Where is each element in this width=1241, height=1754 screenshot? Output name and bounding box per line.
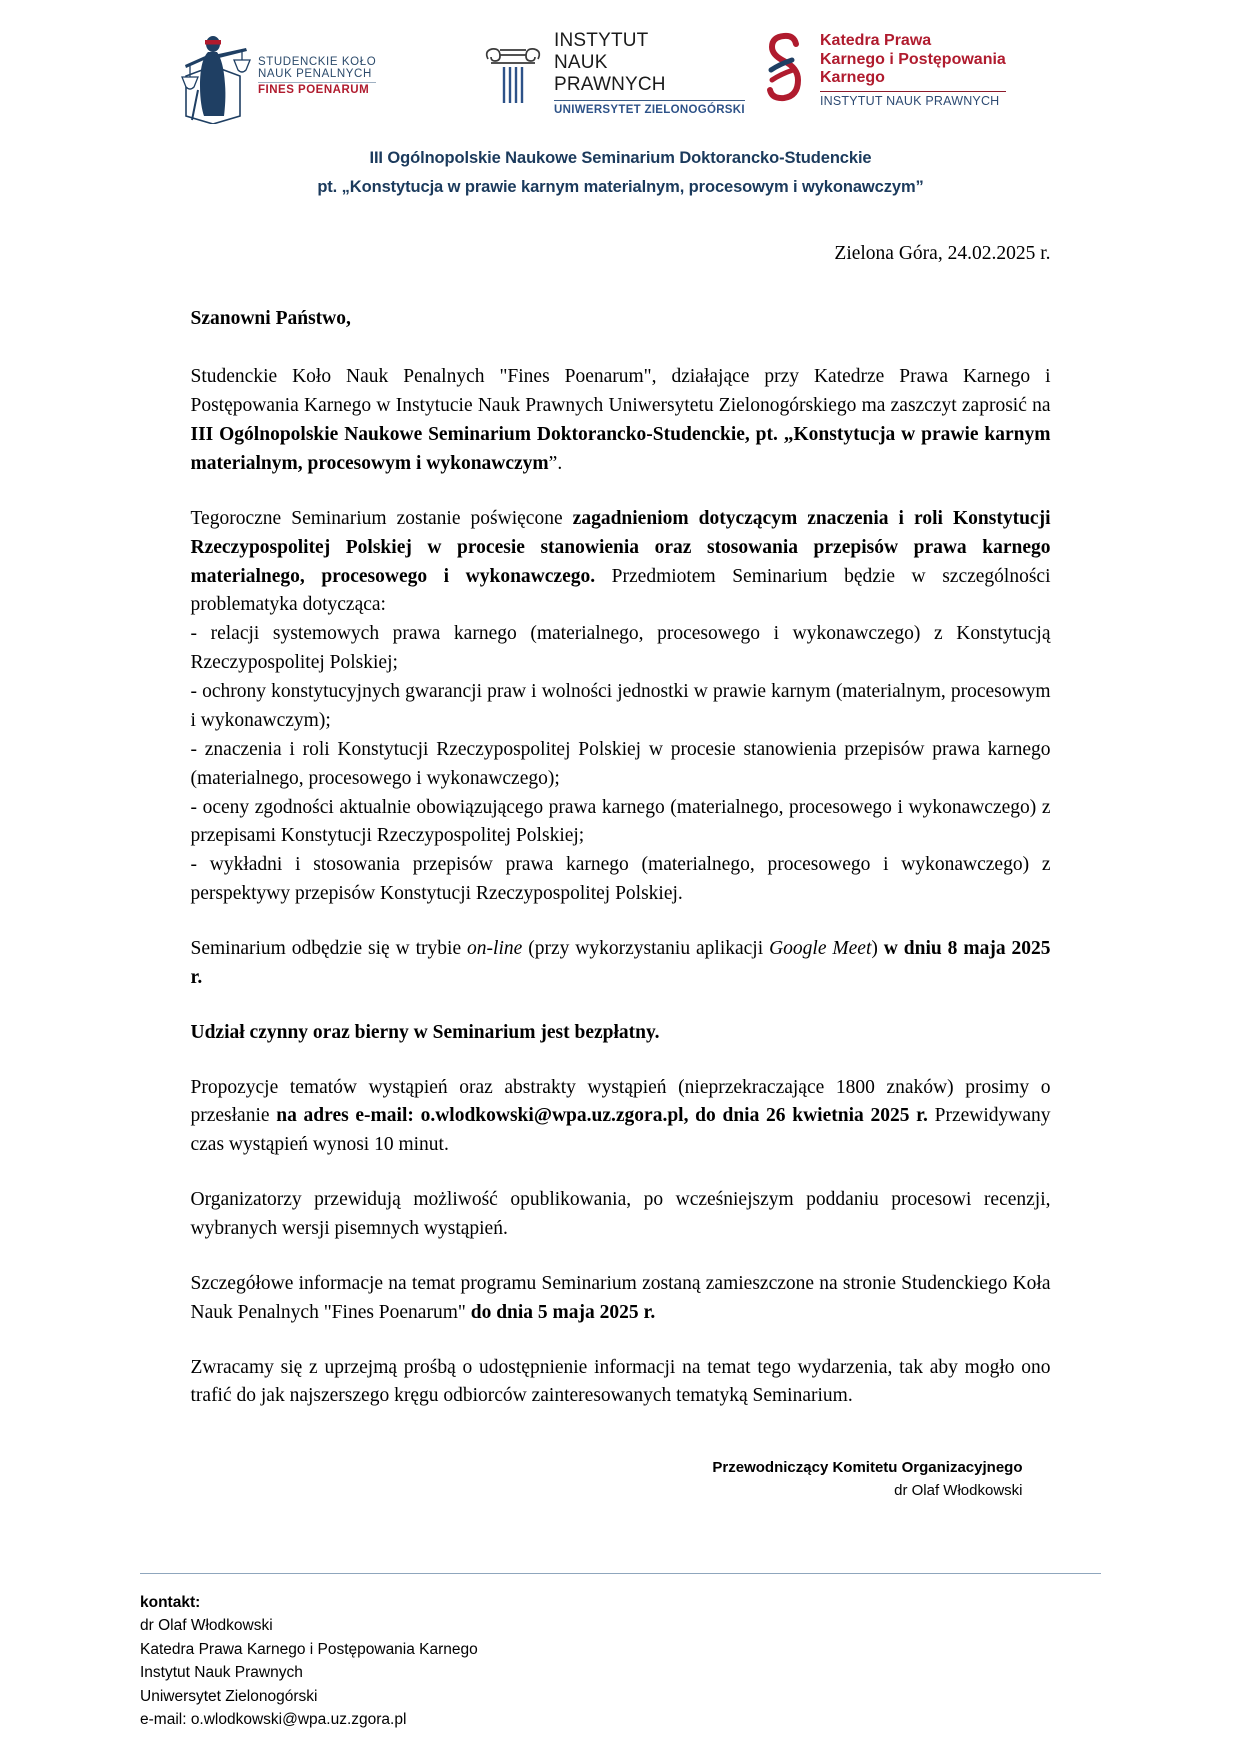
ionic-column-icon — [482, 41, 544, 105]
signature-name: dr Olaf Włodkowski — [894, 1481, 1023, 1499]
p1-text-a: Studenckie Koło Nauk Penalnych "Fines Poenarum", działające przy Katedrze Prawa Karnego i Postępowania Karnego w Instytucie Nauk Prawnych Uniwersytetu Zielonogórskiego ma zaszczyt zaprosić na — [190, 366, 1051, 417]
paragraph-publication: Organizatorzy przewidują możliwość opublikowania, po wcześniejszym poddaniu procesowi recenzji, wybranych wersji pisemnych wystąpień. — [190, 1189, 1051, 1239]
p7-text-a: Szczegółowe informacje na temat programu Seminarium zostaną zamieszczone na stronie Studenckiego Koła Nauk Penalnych "Fines Poenarum" — [190, 1272, 1051, 1323]
contact-footer — [0, 1573, 1241, 1732]
logo-header-row — [0, 22, 1241, 134]
paragraph-date-mode — [191, 935, 1051, 993]
seminar-title-line-1: III Ogólnopolskie Naukowe Seminarium Doktorancko-Studenckie — [369, 149, 872, 167]
topic-item: - ochrony konstytucyjnych gwarancji praw i wolności jednostki w prawie karnym (materialnym, procesowym i wykonawczym); — [190, 681, 1051, 731]
p1-text-c: ”. — [548, 453, 563, 475]
topic-item: - relacji systemowych prawa karnego (materialnego, procesowego i wykonawczego) z Konstytucją Rzeczypospolitej Polskiej; — [190, 623, 1051, 674]
logo-fines-poenarum — [170, 28, 376, 124]
paragraph-scope — [191, 505, 1051, 620]
inp-subtitle: UNIWERSYTET ZIELONOGÓRSKI — [554, 104, 745, 117]
p3-text-c: ) — [871, 937, 884, 959]
topic-item: - wykładni i stosowania przepisów prawa karnego (materialnego, procesowego i wykonawczego) z perspektywy przepisów Konstytucji Rzeczypospolitej Polskiej. — [190, 854, 1051, 905]
signature-role: Przewodniczący Komitetu Organizacyjnego — [712, 1459, 1023, 1477]
inp-line-2: NAUK — [554, 52, 608, 74]
fines-line-1: STUDENCKIE KOŁO — [258, 56, 377, 69]
fines-line-3: FINES POENARUM — [258, 83, 370, 96]
inp-divider — [554, 100, 745, 101]
lady-justice-icon — [170, 28, 256, 124]
inp-line-1: INSTYTUT — [554, 30, 649, 51]
topic-item: - oceny zgodności aktualnie obowiązującego prawa karnego (materialnego, procesowego i wykonawczego) z przepisami Konstytucji Rzeczypospolitej Polskiej; — [190, 796, 1051, 847]
kpk-logo-text — [820, 32, 1006, 109]
p5-text-c: Przewidywany czas wystąpień wynosi 10 minut. — [190, 1105, 1051, 1156]
p1-seminar-name: III Ogólnopolskie Naukowe Seminarium Doktorancko-Studenckie, pt. „Konstytucja w prawie karnym materialnym, procesowym i wykonawczym — [190, 424, 1051, 475]
fines-line-2: NAUK PENALNYCH — [258, 68, 372, 81]
paragraph-section-icon — [762, 30, 810, 110]
inp-logo-text — [554, 30, 745, 116]
contact-line: Uniwersytet Zielonogórski — [140, 1687, 318, 1705]
p3-text-b: (przy wykorzystaniu aplikacji — [522, 937, 770, 959]
letter-body — [191, 240, 1051, 1503]
kpk-line-3: Karnego — [820, 69, 885, 87]
p2-emphasis: zagadnieniom dotyczącym znaczenia i roli Konstytucji Rzeczypospolitej Polskiej w procesie stanowienia oraz stosowania przepisów prawa karnego materialnego, procesowego i wykonawczego. — [190, 507, 1051, 587]
p2-text-c: Przedmiotem Seminarium będzie w szczególności problematyka dotycząca: — [190, 565, 1051, 616]
kpk-subtitle: INSTYTUT NAUK PRAWNYCH — [820, 94, 1000, 109]
contact-heading: kontakt: — [140, 1593, 201, 1611]
p3-event-date: w dniu 8 maja 2025 r. — [190, 937, 1051, 988]
fines-logo-text — [258, 56, 376, 95]
p3-text-a: Seminarium odbędzie się w trybie — [190, 937, 468, 959]
letter-date: Zielona Góra, 24.02.2025 r. — [834, 242, 1051, 264]
paragraph-program-info — [191, 1270, 1051, 1328]
kpk-divider — [820, 91, 1006, 92]
contact-details — [140, 1591, 1101, 1732]
logo-katedra-prawa-karnego — [762, 30, 1006, 110]
letter-salutation: Szanowni Państwo, — [190, 307, 351, 329]
contact-line: Katedra Prawa Karnego i Postępowania Karnego — [140, 1640, 478, 1658]
signature-block — [191, 1457, 1051, 1502]
inp-line-3: PRAWNYCH — [554, 74, 666, 96]
topic-item: - znaczenia i roli Konstytucji Rzeczypospolitej Polskiej w procesie stanowienia przepisów prawa karnego (materialnego, procesowego i wykonawczego); — [190, 738, 1051, 789]
paragraph-sharing-request: Zwracamy się z uprzejmą prośbą o udostępnienie informacji na temat tego wydarzenia, tak aby mogło ono trafić do jak najszerszego kręgu odbiorców zainteresowanych tematyką Seminarium. — [190, 1356, 1051, 1407]
p3-online-mode: on-line — [467, 937, 523, 959]
seminar-title-line-2: pt. „Konstytucja w prawie karnym materialnym, procesowym i wykonawczym” — [317, 177, 924, 196]
kpk-line-1: Katedra Prawa — [820, 31, 932, 49]
paragraph-submission — [191, 1074, 1051, 1161]
contact-line: Instytut Nauk Prawnych — [140, 1664, 303, 1682]
kpk-line-2: Karnego i Postępowania — [820, 50, 1006, 68]
contact-line: dr Olaf Włodkowski — [140, 1617, 273, 1635]
seminar-title-block — [0, 144, 1241, 202]
p2-text-a: Tegoroczne Seminarium zostanie poświęcone — [190, 507, 573, 529]
p5-text-a: Propozycje tematów wystąpień oraz abstrakty wystąpień (nieprzekraczające 1800 znaków) prosimy o przesłanie — [190, 1076, 1051, 1127]
p7-program-deadline: do dnia 5 maja 2025 r. — [470, 1301, 656, 1323]
footer-divider — [140, 1573, 1101, 1574]
contact-email: e-mail: o.wlodkowski@wpa.uz.zgora.pl — [140, 1711, 407, 1729]
p4-free-notice: Udział czynny oraz bierny w Seminarium jest bezpłatny. — [190, 1021, 660, 1043]
paragraph-invitation — [191, 363, 1051, 478]
paragraph-free-participation — [191, 1019, 1051, 1048]
p3-app-name: Google Meet — [769, 937, 872, 959]
fines-divider — [258, 82, 376, 83]
p5-email-deadline: na adres e-mail: o.wlodkowski@wpa.uz.zgora.pl, do dnia 26 kwietnia 2025 r. — [276, 1105, 928, 1127]
logo-instytut-nauk-prawnych — [482, 30, 745, 116]
